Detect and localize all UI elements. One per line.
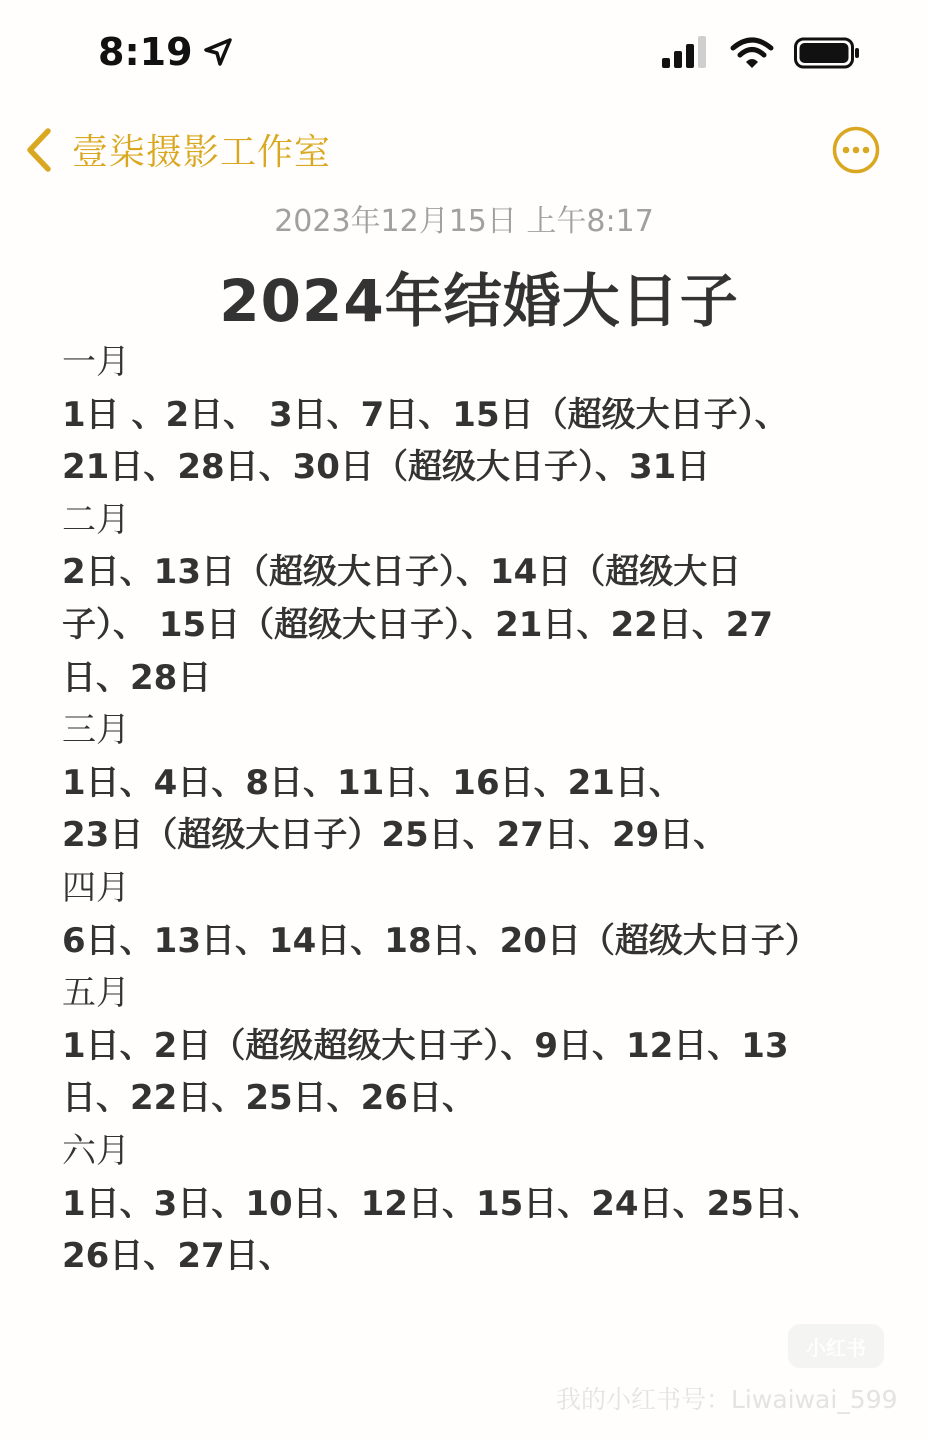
date-line: 1日、3日、10日、12日、15日、24日、25日、 [62, 1183, 822, 1224]
status-time-text: 8:19 [98, 30, 193, 74]
date-line: 6日、13日、14日、18日、20日（超级大日子） [62, 920, 819, 961]
battery-icon [794, 37, 860, 69]
date-line: 子）、 15日（超级大日子）、21日、22日、27 [62, 604, 774, 645]
date-line: 23日（超级大日子）25日、27日、29日、 [62, 815, 728, 856]
month-heading: 二月 [62, 499, 130, 540]
date-line: 1日、4日、8日、11日、16日、21日、 [62, 762, 683, 803]
date-line: 21日、28日、30日（超级大日子）、31日 [62, 447, 711, 488]
location-arrow-icon [203, 37, 233, 67]
month-heading: 四月 [62, 867, 130, 908]
back-label: 壹柒摄影工作室 [72, 132, 332, 173]
chevron-left-icon [22, 126, 56, 174]
note-date: 2023年12月15日 上午8:17 [274, 204, 654, 239]
note-body[interactable] [62, 336, 862, 1283]
status-time [98, 30, 233, 74]
month-heading: 六月 [62, 1130, 130, 1171]
date-line: 1日 、2日、 3日、7日、15日（超级大日子）、 [62, 394, 789, 435]
status-icons [642, 36, 860, 70]
date-line: 26日、27日、 [62, 1236, 293, 1277]
date-line: 2日、13日（超级大日子）、14日（超级大日 [62, 552, 742, 593]
more-button[interactable] [832, 126, 880, 174]
watermark-logo: 小红书 [788, 1324, 884, 1368]
wifi-icon [730, 36, 774, 70]
cellular-signal-icon [662, 36, 710, 70]
date-line: 1日、2日（超级超级大日子）、9日、12日、13 [62, 1025, 789, 1066]
month-heading: 五月 [62, 973, 130, 1014]
date-line: 日、22日、25日、26日、 [62, 1078, 476, 1119]
more-ellipsis-icon [832, 126, 880, 174]
note-title[interactable]: 2024年结婚大日子 [219, 267, 739, 335]
month-heading: 一月 [62, 342, 130, 382]
watermark-text: 我的小红书号：Liwaiwai_599 [556, 1385, 898, 1414]
date-line: 日、28日 [62, 657, 212, 698]
month-heading: 三月 [62, 710, 130, 751]
back-button[interactable] [22, 124, 331, 175]
